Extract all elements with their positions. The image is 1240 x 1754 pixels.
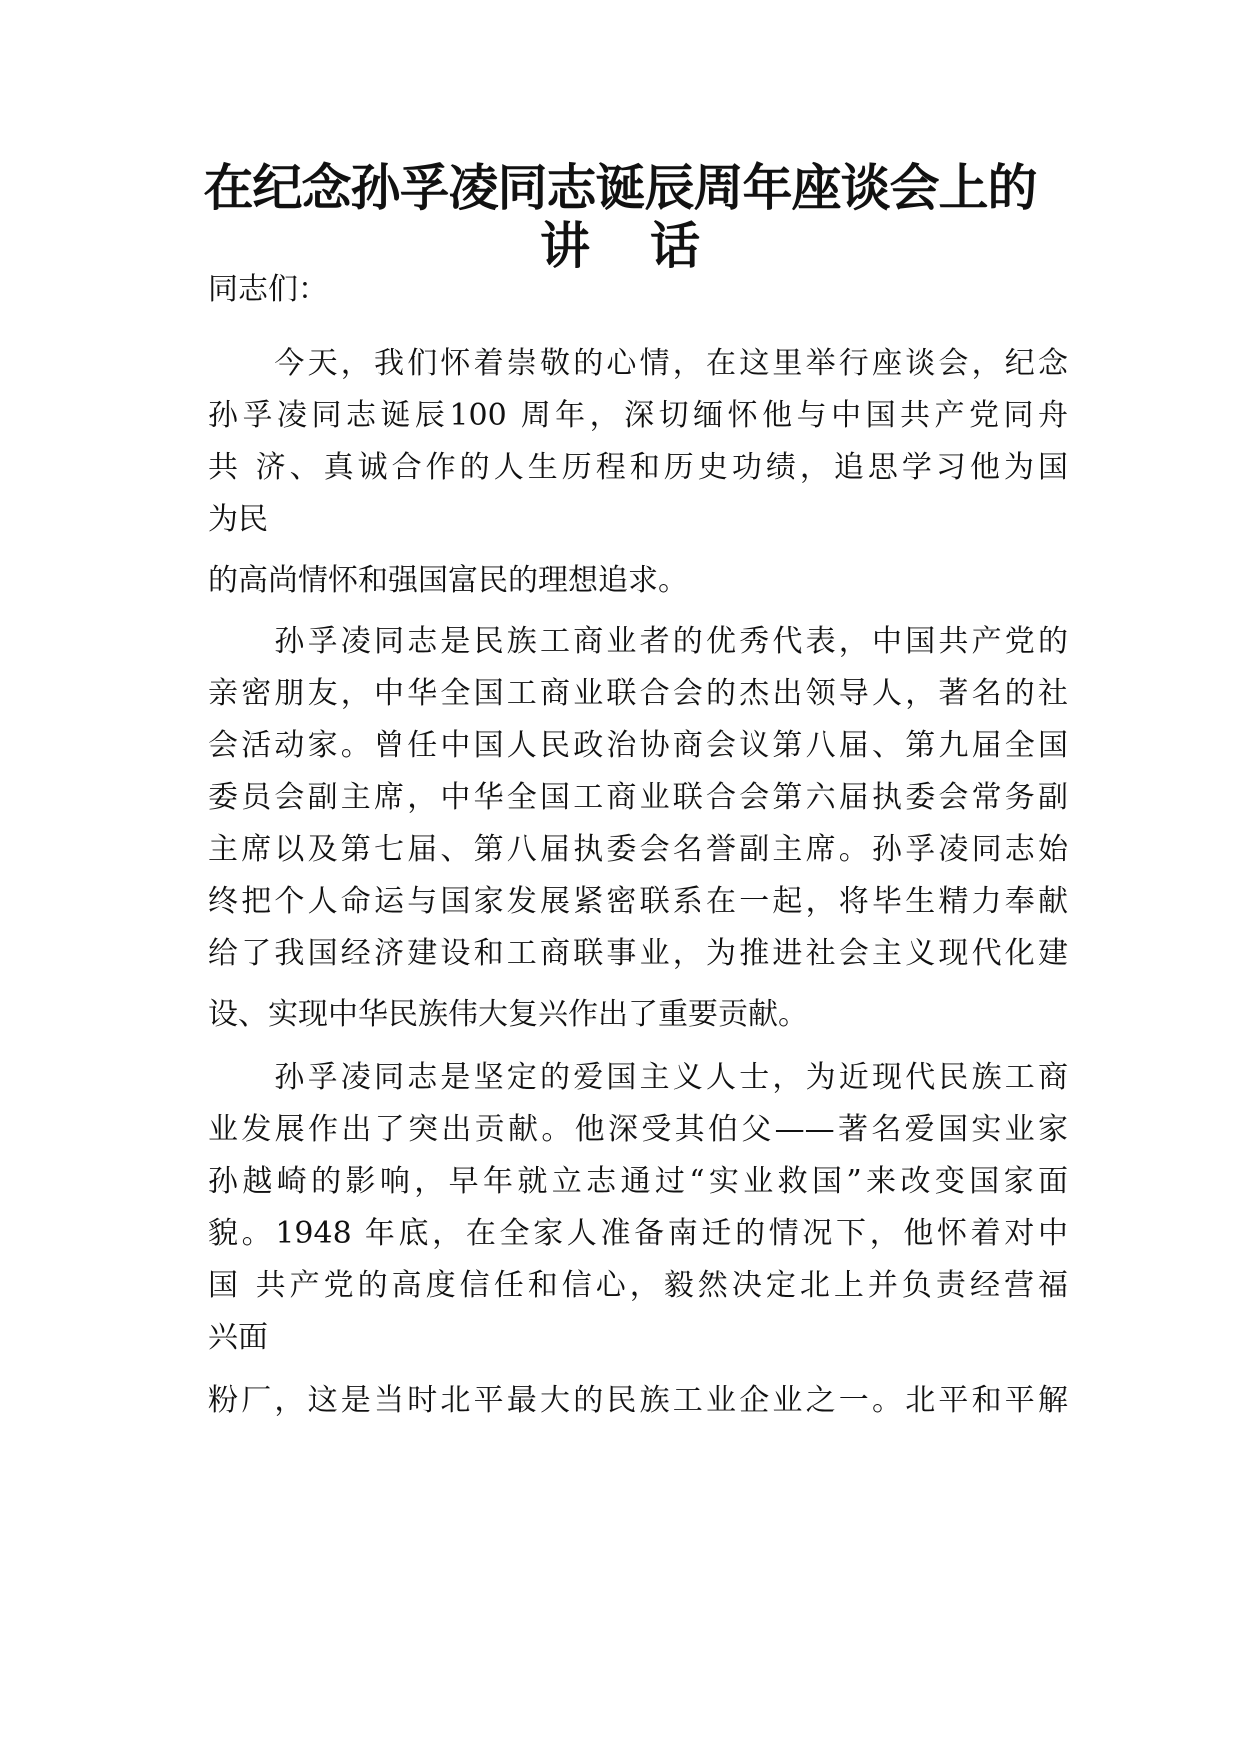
- body-line: 业发展作出了突出贡献。他深受其伯父——著名爱国实业家: [208, 1112, 1068, 1147]
- body-line: 为民: [208, 502, 268, 537]
- body-line: 今天，我们怀着崇敬的心情，在这里举行座谈会，纪念: [208, 346, 1068, 381]
- body-line: 设、实现中华民族伟大复兴作出了重要贡献。: [208, 997, 808, 1032]
- body-line: 粉厂，这是当时北平最大的民族工业企业之一。北平和平解: [208, 1383, 1068, 1418]
- body-line: 孙孚凌同志是坚定的爱国主义人士，为近现代民族工商: [208, 1060, 1068, 1095]
- body-line: 亲密朋友，中华全国工商业联合会的杰出领导人，著名的社: [208, 676, 1068, 711]
- title-line-2: 讲话: [540, 217, 760, 275]
- body-line: 貌。1948 年底，在全家人准备南迁的情况下，他怀着对中: [208, 1216, 1068, 1251]
- body-line: 共 济、真诚合作的人生历程和历史功绩，追思学习他为国: [208, 450, 1068, 485]
- body-line: 会活动家。曾任中国人民政治协商会议第八届、第九届全国: [208, 728, 1068, 763]
- body-line: 孙越崎的影响，早年就立志通过“实业救国”来改变国家面: [208, 1164, 1068, 1199]
- body-line: 孙孚凌同志诞辰100 周年，深切缅怀他与中国共产党同舟: [208, 398, 1068, 433]
- body-line: 孙孚凌同志是民族工商业者的优秀代表，中国共产党的: [208, 624, 1068, 659]
- body-line: 国 共产党的高度信任和信心，毅然决定北上并负责经营福: [208, 1268, 1068, 1303]
- title-line-1: 在纪念孙孚凌同志诞辰周年座谈会上的: [203, 159, 1037, 217]
- body-line: 的高尚情怀和强国富民的理想追求。: [208, 563, 688, 598]
- body-line: 给了我国经济建设和工商联事业，为推进社会主义现代化建: [208, 936, 1068, 971]
- salutation: 同志们：: [208, 272, 328, 307]
- body-line: 委员会副主席，中华全国工商业联合会第六届执委会常务副: [208, 780, 1068, 815]
- body-line: 兴面: [208, 1320, 268, 1355]
- body-line: 终把个人命运与国家发展紧密联系在一起，将毕生精力奉献: [208, 884, 1068, 919]
- body-line: 主席以及第七届、第八届执委会名誉副主席。孙孚凌同志始: [208, 832, 1068, 867]
